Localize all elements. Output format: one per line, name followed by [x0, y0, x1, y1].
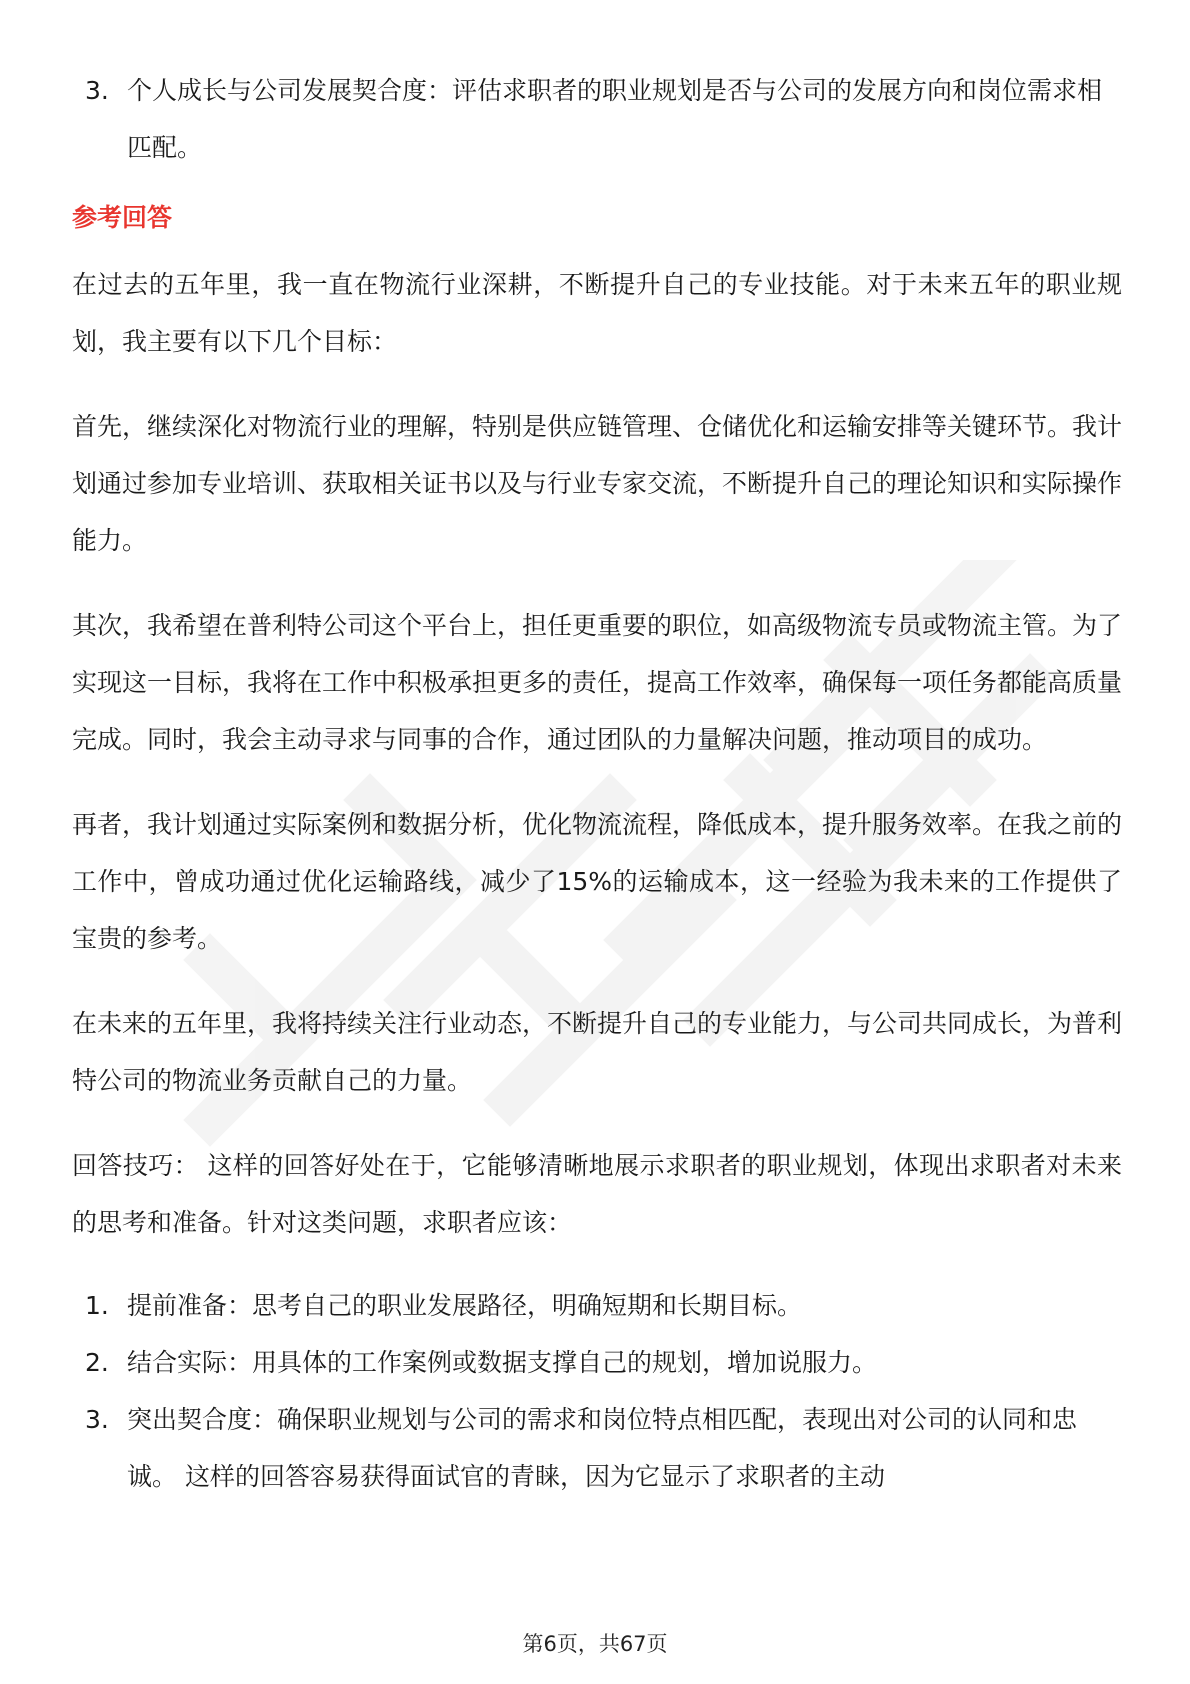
page-content [72, 62, 1122, 1505]
list-item-text: 突出契合度：确保职业规划与公司的需求和岗位特点相匹配，表现出对公司的认同和忠诚。 这样的回答容易获得面试官的青睐，因为它显示了求职者的主动 [127, 1405, 1078, 1491]
paragraph-intro: 在过去的五年里，我一直在物流行业深耕，不断提升自己的专业技能。对于未来五年的职业规划，我主要有以下几个目标： [72, 270, 1122, 356]
tips-list [72, 1277, 1122, 1505]
list-item [72, 62, 1122, 176]
list-item-number: 3. [85, 76, 109, 105]
list-item [72, 1334, 1122, 1391]
paragraph-tips-intro: 回答技巧： 这样的回答好处在于，它能够清晰地展示求职者的职业规划，体现出求职者对未来的思考和准备。针对这类问题，求职者应该： [72, 1151, 1122, 1237]
list-item-number: 1. [85, 1291, 109, 1320]
list-item-text: 个人成长与公司发展契合度：评估求职者的职业规划是否与公司的发展方向和岗位需求相匹配。 [127, 76, 1103, 162]
list-item [72, 1391, 1122, 1505]
paragraph-conclusion: 在未来的五年里，我将持续关注行业动态，不断提升自己的专业能力，与公司共同成长，为普利特公司的物流业务贡献自己的力量。 [72, 1009, 1123, 1095]
page-number-footer: 第6页，共67页 [522, 1632, 668, 1656]
paragraph-first: 首先，继续深化对物流行业的理解，特别是供应链管理、仓储优化和运输安排等关键环节。我计划通过参加专业培训、获取相关证书以及与行业专家交流，不断提升自己的理论知识和实际操作能力。 [72, 412, 1123, 555]
list-item-text: 结合实际：用具体的工作案例或数据支撑自己的规划，增加说服力。 [127, 1348, 878, 1377]
section-heading: 参考回答 [72, 203, 173, 232]
list-item-number: 3. [85, 1405, 109, 1434]
paragraph-second: 其次，我希望在普利特公司这个平台上，担任更重要的职位，如高级物流专员或物流主管。为了实现这一目标，我将在工作中积极承担更多的责任，提高工作效率，确保每一项任务都能高质量完成。同时，我会主动寻求与同事的合作，通过团队的力量解决问题，推动项目的成功。 [72, 611, 1123, 754]
list-item-number: 2. [85, 1348, 109, 1377]
list-item [72, 1277, 1122, 1334]
paragraph-third: 再者，我计划通过实际案例和数据分析，优化物流流程，降低成本，提升服务效率。在我之前的工作中，曾成功通过优化运输路线，减少了15%的运输成本，这一经验为我未来的工作提供了宝贵的参考。 [72, 810, 1123, 953]
list-item-text: 提前准备：思考自己的职业发展路径，明确短期和长期目标。 [127, 1291, 803, 1320]
